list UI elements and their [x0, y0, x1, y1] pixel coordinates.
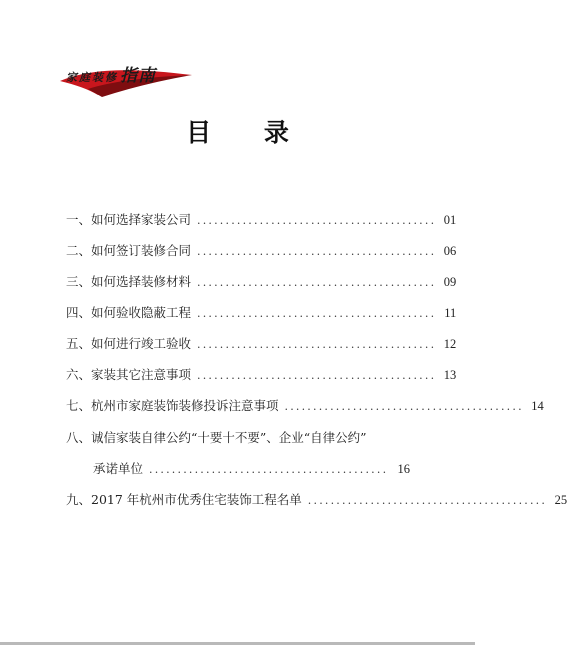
toc-page-number: 01: [443, 213, 457, 227]
toc-dot-leader: ..........................................: [197, 338, 437, 351]
toc-entry[interactable]: [66, 365, 457, 385]
toc-page-number: 25: [554, 493, 567, 507]
logo-small-text: 家庭装修: [66, 71, 118, 84]
guide-logo: [58, 55, 193, 97]
toc-entry[interactable]: [66, 303, 457, 323]
toc-entry-label: 八、诚信家装自律公约“十要十不要”、企业“自律公约”: [66, 430, 367, 445]
toc-dot-leader: ..........................................: [149, 463, 389, 476]
toc-page-number: 14: [531, 399, 544, 413]
toc-dot-leader: ..........................................: [197, 369, 437, 382]
toc-dot-leader: ..........................................: [284, 400, 524, 413]
toc-entry[interactable]: [66, 396, 544, 416]
toc-page-number: 06: [443, 244, 457, 258]
toc-page-number: 16: [397, 462, 410, 476]
toc-entry-label: 七、杭州市家庭装饰装修投诉注意事项: [66, 398, 279, 413]
toc-page-number: 12: [443, 337, 457, 351]
toc-entry[interactable]: [66, 210, 457, 230]
toc-dot-leader: ..........................................: [197, 245, 437, 258]
toc-entry[interactable]: [66, 428, 410, 448]
toc-dot-leader: ..........................................: [197, 307, 437, 320]
toc-dot-leader: ..........................................: [197, 276, 437, 289]
toc-entry[interactable]: [66, 334, 457, 354]
toc-entry-label: 五、如何进行竣工验收: [66, 336, 192, 351]
toc-entry[interactable]: [66, 490, 567, 510]
toc-entry-label: 四、如何验收隐蔽工程: [66, 305, 192, 320]
toc-entry-label: 九、2017 年杭州市优秀住宅装饰工程名单: [66, 492, 302, 507]
toc-entry-continuation[interactable]: [93, 459, 410, 479]
toc-entry-label: 六、家装其它注意事项: [66, 367, 192, 382]
toc-entry[interactable]: [66, 241, 457, 261]
toc-entry-label: 一、如何选择家装公司: [66, 212, 192, 227]
logo-big-text: 指南: [120, 66, 156, 86]
toc-page-number: 09: [443, 275, 457, 289]
toc-dot-leader: ..........................................: [197, 214, 437, 227]
page-title: 目 录: [186, 118, 311, 147]
toc-page-number: 11: [444, 306, 457, 320]
toc-entry-label: 二、如何签订装修合同: [66, 243, 192, 258]
toc-entry[interactable]: [66, 272, 457, 292]
toc-dot-leader: ..........................................: [307, 494, 548, 507]
toc-page-number: 13: [443, 368, 457, 382]
toc-entry-label: 三、如何选择装修材料: [66, 274, 192, 289]
toc-entry-label: 承诺单位: [93, 461, 144, 476]
